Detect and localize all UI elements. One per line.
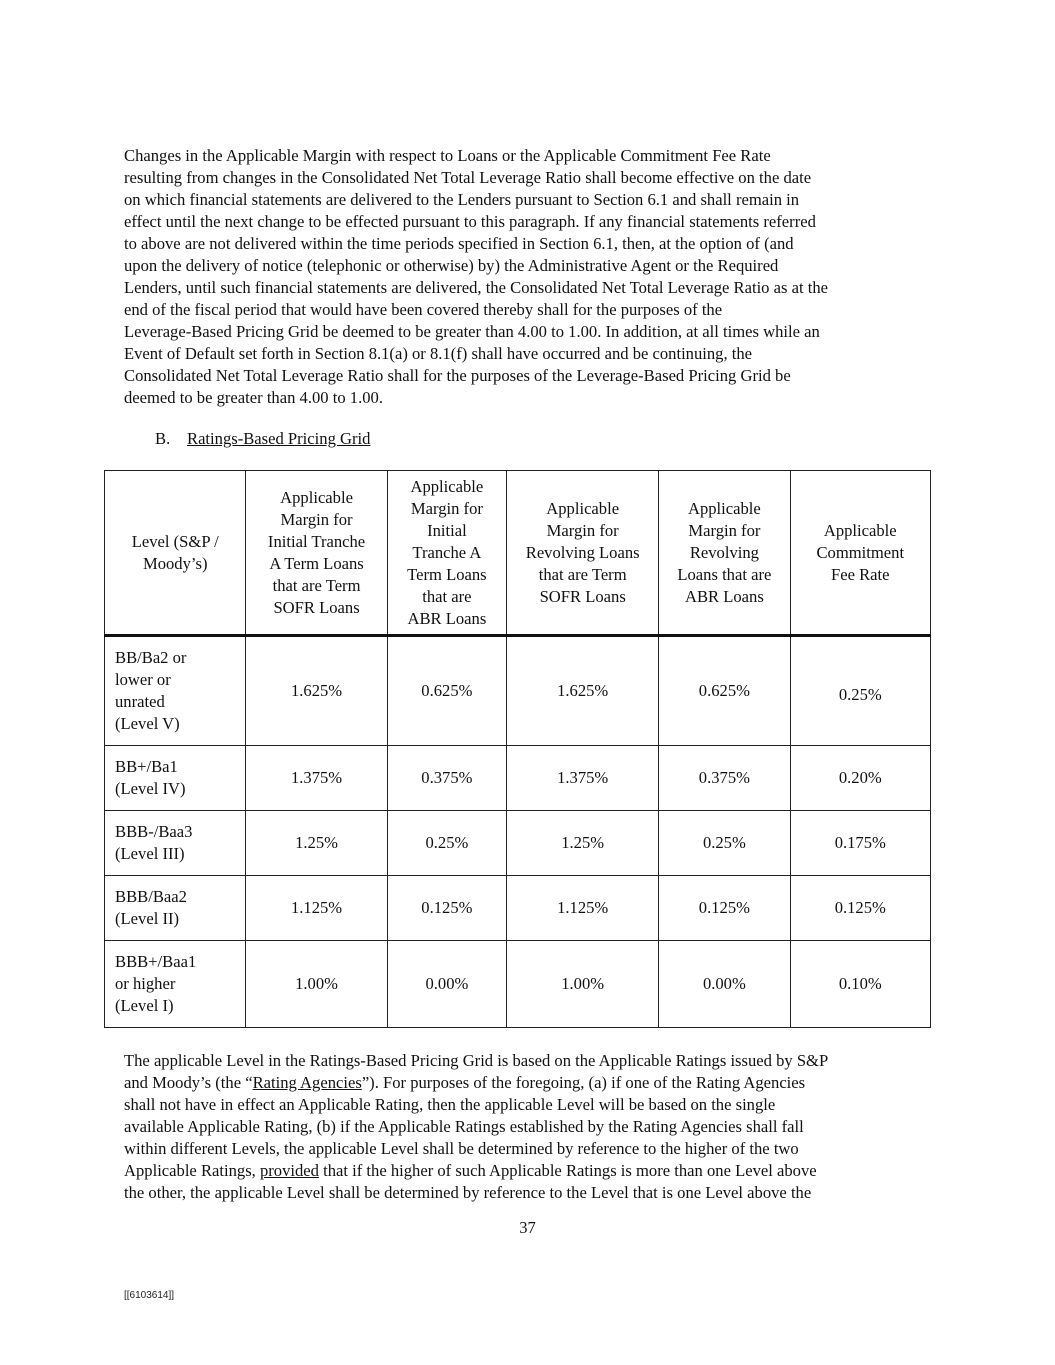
header-text: Margin for: [280, 509, 353, 529]
text-line: shall not have in effect an Applicable Rating, then the applicable Level will be based on the single: [124, 1095, 776, 1114]
text-fragment: Applicable Ratings,: [124, 1161, 260, 1180]
cell-revolving-abr: 0.25%: [659, 811, 790, 876]
header-text: ABR Loans: [407, 608, 487, 628]
cell-commitment-fee: 0.175%: [790, 811, 930, 876]
level-text: lower or: [115, 670, 171, 689]
text-fragment: ”). For purposes of the foregoing, (a) if one of the Rating Agencies: [361, 1073, 806, 1092]
document-id: [[6103614]]: [124, 1290, 175, 1301]
table-header-row: [105, 471, 931, 636]
text-fragment: that if the higher of such Applicable Ratings is more than one Level above: [318, 1161, 817, 1180]
level-text: BBB/Baa2: [115, 887, 187, 906]
text-line: to above are not delivered within the time periods specified in Section 6.1, then, at the option of (and: [124, 234, 794, 253]
paragraph-leverage-changes: [124, 145, 936, 409]
level-text: unrated: [115, 692, 165, 711]
cell-tranche-a-sofr: 1.625%: [246, 636, 387, 746]
header-text: Initial: [427, 520, 467, 540]
cell-revolving-abr: 0.125%: [659, 876, 790, 941]
cell-commitment-fee: 0.20%: [790, 746, 930, 811]
defined-term-rating-agencies: Rating Agencies: [252, 1073, 362, 1092]
cell-tranche-a-sofr: 1.375%: [246, 746, 387, 811]
header-text: Initial Tranche: [267, 531, 366, 551]
paragraph-applicable-level: [124, 1050, 936, 1204]
cell-level: [105, 941, 246, 1028]
text-line: upon the delivery of notice (telephonic or otherwise) by) the Administrative Agent or the Required: [124, 256, 779, 275]
table-row: [105, 636, 931, 746]
level-text: (Level I): [115, 996, 174, 1015]
header-text: Applicable: [823, 520, 897, 540]
level-text: (Level IV): [115, 779, 186, 798]
header-revolving-sofr: [507, 471, 659, 636]
cell-commitment-fee: [790, 636, 930, 746]
level-text: (Level II): [115, 909, 180, 928]
text-line: on which financial statements are delivered to the Lenders pursuant to Section 6.1 and shall remain in: [124, 190, 800, 209]
page-number: 37: [519, 1218, 536, 1237]
defined-term-provided: provided: [259, 1161, 319, 1180]
text-line: deemed to be greater than 4.00 to 1.00.: [124, 388, 383, 407]
text-fragment: and Moody’s (the “: [124, 1073, 253, 1092]
cell-commitment-fee: 0.125%: [790, 876, 930, 941]
text-line: resulting from changes in the Consolidated Net Total Leverage Ratio shall become effective on the date: [124, 168, 812, 187]
header-text: Term Loans: [407, 564, 487, 584]
header-text: Tranche A: [412, 542, 482, 562]
header-text: Loans that are: [677, 564, 772, 584]
text-line: [124, 1160, 936, 1182]
cell-level: [105, 876, 246, 941]
text-line: The applicable Level in the Ratings-Based Pricing Grid is based on the Applicable Ratings issued by S&P: [124, 1051, 829, 1070]
table-row: [105, 941, 931, 1028]
cell-revolving-abr: 0.625%: [659, 636, 790, 746]
header-text: Revolving Loans: [525, 542, 640, 562]
level-text: (Level III): [115, 844, 185, 863]
text-line: effect until the next change to be effected pursuant to this paragraph. If any financial statements referred: [124, 212, 816, 231]
header-text: Applicable: [280, 487, 353, 507]
text-line: available Applicable Rating, (b) if the Applicable Ratings established by the Rating Agencies shall fall: [124, 1117, 804, 1136]
text-line: Lenders, until such financial statements are delivered, the Consolidated Net Total Leverage Ratio as at the: [124, 278, 828, 297]
level-text: BBB+/Baa1: [115, 952, 197, 971]
cell-revolving-abr: 0.00%: [659, 941, 790, 1028]
header-text: that are Term: [538, 564, 627, 584]
level-text: or higher: [115, 974, 176, 993]
cell-revolving-sofr: 1.25%: [507, 811, 659, 876]
text-line: Leverage-Based Pricing Grid be deemed to be greater than 4.00 to 1.00. In addition, at all times while an: [124, 322, 820, 341]
cell-commitment-fee: 0.10%: [790, 941, 930, 1028]
header-text: ABR Loans: [684, 586, 764, 606]
header-text: that are Term: [272, 575, 361, 595]
header-text: SOFR Loans: [273, 597, 360, 617]
header-tranche-a-sofr: [246, 471, 387, 636]
section-letter: B.: [155, 429, 171, 448]
cell-tranche-a-sofr: 1.00%: [246, 941, 387, 1028]
text-line: [124, 1072, 936, 1094]
header-text: Applicable: [410, 476, 484, 496]
header-text: Applicable: [546, 498, 620, 518]
header-text: Margin for: [410, 498, 483, 518]
cell-revolving-sofr: 1.125%: [507, 876, 659, 941]
text-line: within different Levels, the applicable Level shall be determined by reference to the higher of the two: [124, 1139, 799, 1158]
cell-revolving-sofr: 1.00%: [507, 941, 659, 1028]
header-commitment-fee: [790, 471, 930, 636]
header-text: Level (S&P /: [131, 531, 219, 551]
cell-level: [105, 636, 246, 746]
table-row: [105, 876, 931, 941]
cell-tranche-a-sofr: 1.125%: [246, 876, 387, 941]
cell-revolving-sofr: 1.375%: [507, 746, 659, 811]
cell-tranche-a-abr: 0.00%: [387, 941, 506, 1028]
header-text: Margin for: [688, 520, 761, 540]
table-row: [105, 811, 931, 876]
ratings-pricing-table: [104, 470, 931, 1028]
header-text: SOFR Loans: [539, 586, 626, 606]
cell-tranche-a-abr: 0.375%: [387, 746, 506, 811]
header-text: A Term Loans: [269, 553, 364, 573]
cell-tranche-a-sofr: 1.25%: [246, 811, 387, 876]
cell-level: [105, 746, 246, 811]
header-text: Fee Rate: [831, 564, 890, 584]
cell-tranche-a-abr: 0.125%: [387, 876, 506, 941]
commitment-fee-value: 0.25%: [838, 685, 882, 704]
text-line: Changes in the Applicable Margin with respect to Loans or the Applicable Commitment Fee Rate: [124, 146, 771, 165]
section-title: Ratings-Based Pricing Grid: [187, 429, 371, 448]
header-text: Moody’s): [142, 553, 208, 573]
header-text: Revolving: [689, 542, 759, 562]
header-revolving-abr: [659, 471, 790, 636]
cell-tranche-a-abr: 0.25%: [387, 811, 506, 876]
cell-level: [105, 811, 246, 876]
level-text: (Level V): [115, 714, 180, 733]
header-text: Applicable: [687, 498, 761, 518]
level-text: BB/Ba2 or: [115, 648, 187, 667]
header-tranche-a-abr: [387, 471, 506, 636]
table-row: [105, 746, 931, 811]
header-text: Commitment: [816, 542, 905, 562]
header-text: that are: [422, 586, 472, 606]
text-line: end of the fiscal period that would have been covered thereby shall for the purposes of the: [124, 300, 723, 319]
level-text: BB+/Ba1: [115, 757, 178, 776]
text-line: the other, the applicable Level shall be determined by reference to the Level that is one Level above the: [124, 1183, 812, 1202]
cell-tranche-a-abr: 0.625%: [387, 636, 506, 746]
level-text: BBB-/Baa3: [115, 822, 193, 841]
cell-revolving-sofr: 1.625%: [507, 636, 659, 746]
cell-revolving-abr: 0.375%: [659, 746, 790, 811]
section-heading: [155, 428, 370, 450]
text-line: Consolidated Net Total Leverage Ratio shall for the purposes of the Leverage-Based Pricing Grid be: [124, 366, 791, 385]
header-text: Margin for: [546, 520, 619, 540]
text-line: Event of Default set forth in Section 8.1(a) or 8.1(f) shall have occurred and be continuing, the: [124, 344, 753, 363]
header-level: [105, 471, 246, 636]
